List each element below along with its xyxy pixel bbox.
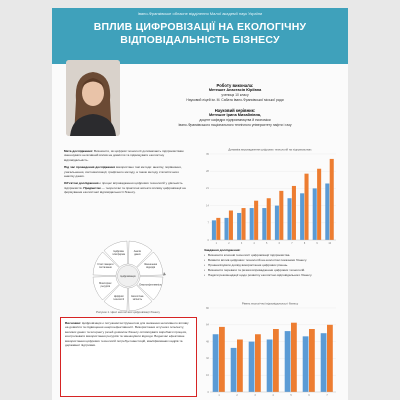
y-tick-label: 7 <box>207 221 209 225</box>
conclusion-box <box>60 317 197 397</box>
cycle-segment-label: Аналіз даних <box>133 249 142 256</box>
authors-block <box>126 83 344 127</box>
research-description <box>64 149 188 198</box>
x-tick-label: 1 <box>215 242 217 245</box>
x-tick-label: 2 <box>236 394 238 397</box>
bar <box>317 169 321 240</box>
y-tick-label: 0 <box>207 390 209 394</box>
chart-title: Рівень екологічної відповідальності бізнесу <box>241 301 299 306</box>
subject-label: Предметом <box>83 185 101 190</box>
advisor-org: Івано-Франківського національного технічного університету нафти і газу <box>178 122 292 127</box>
title-line-2: ВІДПОВІДАЛЬНІСТЬ БІЗНЕСУ <box>120 33 280 46</box>
portrait-image <box>66 60 120 136</box>
methods-paragraph <box>64 165 188 178</box>
bar <box>219 327 225 392</box>
x-tick-label: 3 <box>254 394 256 397</box>
poster-title <box>52 21 348 46</box>
task-item: • Виявити вплив цифрових технологій на екологічні показники бізнесу. <box>204 258 340 262</box>
work-label: Роботу виконала: <box>216 83 254 88</box>
student-name: Метешит Анастасія Юріївна <box>208 88 262 93</box>
subject-text: — теоретичні та практичні аспекти впливу цифровізації на формування екологічної відповідальності бізнесу. <box>64 185 186 195</box>
cycle-segment-label: Екологічна звітність <box>131 295 144 302</box>
cycle-diagram <box>66 240 190 312</box>
x-tick-label: 2 <box>228 242 230 245</box>
tasks-block <box>204 248 340 278</box>
x-tick-label: 5 <box>266 242 268 245</box>
bar <box>224 218 228 240</box>
y-tick-label: 48 <box>206 340 209 344</box>
bar <box>327 325 333 392</box>
object-label: Об'єктом дослідження <box>64 181 99 186</box>
bar <box>292 186 296 240</box>
methods-text: використано такі методи: аналізу, порівняння, узагальнення, систематизації, графічного методу, а також методу статистичного аналізу даних. <box>64 165 182 179</box>
x-tick-label: 5 <box>290 394 292 397</box>
bar <box>262 208 266 240</box>
object-text: є процес впровадження цифрових технологій у діяльність підприємств. <box>64 181 183 190</box>
x-tick-label: 7 <box>326 394 328 397</box>
bar <box>267 198 271 240</box>
task-item: • Проаналізувати досвід використання цифрових рішень. <box>204 263 340 267</box>
cycle-segment-label: Сталі ланцюги постачання <box>97 263 114 270</box>
bar <box>255 334 261 392</box>
x-tick-label: 4 <box>253 242 255 245</box>
cycle-segment-label: Енергоефективність <box>139 283 162 287</box>
bar <box>249 342 255 392</box>
poster-header <box>52 8 348 64</box>
y-tick-label: 14 <box>206 204 209 208</box>
bar <box>237 213 241 240</box>
y-tick-label: 21 <box>206 187 209 191</box>
cycle-arrow-icon <box>163 272 166 276</box>
conclusion-text: Цифровізація є потужним інструментом для зниження негативного впливу на довкілля та підвищення енергоефективності. Використання штучного інтелекту, великих даних та інтернету речей дозволяє бізнесу оптимізувати виробничі процеси, контролювати використання ресурсів та зменшувати відходи. Водночас ефективне використання цифрових технологій потребує інвестицій, кваліфікованих кадрів та державної підтримки. <box>65 321 189 348</box>
bar <box>231 348 237 392</box>
y-tick-label: 35 <box>206 152 209 156</box>
y-tick-label: 80 <box>206 306 209 310</box>
y-tick-label: 32 <box>206 357 209 361</box>
x-tick-label: 6 <box>308 394 310 397</box>
bar <box>237 340 243 393</box>
title-line-1: ВПЛИВ ЦИФРОВІЗАЦІЇ НА ЕКОЛОГІЧНУ <box>93 21 307 33</box>
x-tick-label: 3 <box>240 242 243 245</box>
x-tick-label: 7 <box>291 242 293 245</box>
bar <box>313 188 317 240</box>
bar <box>309 329 315 392</box>
poster <box>52 8 348 400</box>
cycle-segment-label: Зменшення відходів <box>144 263 158 270</box>
x-tick-label: 8 <box>303 242 306 245</box>
y-tick-label: 64 <box>206 323 209 327</box>
bar <box>291 323 297 392</box>
cycle-segment-label: Моніторинг ресурсів <box>99 281 112 288</box>
bar <box>305 174 309 240</box>
bar <box>321 333 327 392</box>
bar <box>287 198 291 240</box>
bar <box>254 201 258 240</box>
cycle-segment-label: Цифрові технології <box>113 295 125 302</box>
task-item: • Визначити ключові технології цифровізації підприємства. <box>204 253 340 257</box>
bar <box>300 193 304 240</box>
x-tick-label: 1 <box>218 394 220 397</box>
student-grade: учениця 10 класу <box>221 93 249 98</box>
x-tick-label: 4 <box>272 394 274 397</box>
bar-chart-bottom <box>202 300 338 398</box>
organization-name: Івано-Франківське обласне відділення Малої академії наук України <box>137 11 263 16</box>
bar <box>285 331 291 392</box>
tasks-title: Завдання дослідження: <box>204 248 241 252</box>
bar-chart-top <box>202 146 338 246</box>
bar <box>325 183 329 240</box>
cycle-caption: Рисунок 1. Цикл екологічної цифровізації бізнесу <box>96 310 160 314</box>
bar <box>229 211 233 240</box>
bar <box>213 334 219 392</box>
bar <box>303 336 309 392</box>
x-tick-label: 9 <box>316 242 318 245</box>
conclusion-label: Висновки: <box>65 321 81 325</box>
y-tick-label: 0 <box>207 238 209 242</box>
object-paragraph <box>64 181 188 194</box>
bar <box>275 206 279 240</box>
task-item: • Надати рекомендації щодо розвитку екологічно відповідального бізнесу. <box>204 273 340 277</box>
goal-paragraph <box>64 149 188 162</box>
bar <box>216 218 220 240</box>
advisor-label: Науковий керівник: <box>214 107 256 113</box>
methods-label: Під час проведення дослідження <box>64 165 116 170</box>
advisor-position: доцент кафедри підприємництва й економіки <box>199 118 271 122</box>
bar <box>250 208 254 240</box>
cycle-segment-label: Цифрова платформа <box>112 249 125 256</box>
bar <box>267 340 273 393</box>
bar <box>212 220 216 240</box>
tasks-list <box>204 253 340 277</box>
task-item: • Визначити переваги та ризики впровадження цифрових технологій. <box>204 268 340 272</box>
chart-title: Динаміка впровадження цифрових технологій на підприємствах <box>228 147 312 152</box>
y-tick-label: 16 <box>206 374 209 377</box>
advisor-name: Метешит Ірина Михайлівна, <box>208 113 262 117</box>
bar <box>330 159 334 240</box>
student-school: Науковий ліцей ім. М. Сабата Івано-Франківської міської ради <box>186 98 284 102</box>
bar <box>242 208 246 240</box>
author-photo <box>66 60 120 136</box>
bar <box>279 191 283 240</box>
cycle-center-label: Цифровізація <box>120 274 136 278</box>
goal-text: Визначити, як цифрові технології допомагають підприємствам зменшувати негативний вплив на довкілля та підвищувати екологічну відповідальність. <box>64 149 184 162</box>
x-tick-label: 10 <box>328 242 332 245</box>
bar <box>273 329 279 392</box>
goal-label: Мета дослідження: <box>64 149 94 153</box>
x-tick-label: 6 <box>278 242 280 245</box>
y-tick-label: 28 <box>206 170 209 173</box>
